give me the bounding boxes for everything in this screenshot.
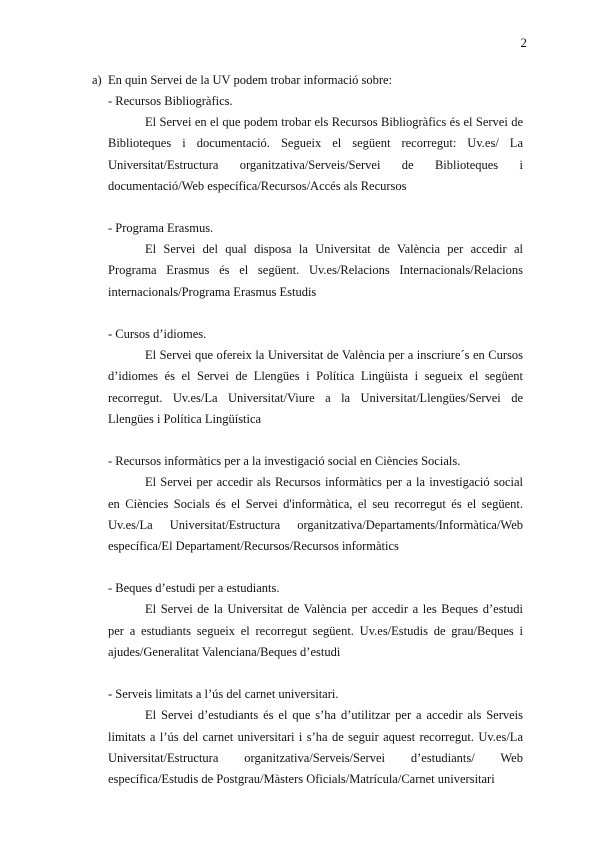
sections-list: [108, 91, 523, 812]
section-title: - Recursos Bibliogràfics.: [108, 94, 233, 108]
section-body: El Servei per accedir als Recursos informàtics per a la investigació social en Ciències Socials és el Servei d'informàtica, el seu recorregut és el següent. Uv.es/La Universitat/Estructura organitzativa/Departaments/Informàtica/Web específica/El Departament/Recursos/Recursos informàtics: [108, 475, 523, 554]
section-serveis-carnet: [108, 684, 523, 790]
section-title: - Cursos d’idiomes.: [108, 327, 207, 342]
section-recursos-bibliografics: [108, 91, 523, 197]
section-title: - Beques d’estudi per a estudiants.: [108, 581, 280, 596]
section-body: El Servei en el que podem trobar els Recursos Bibliogràfics és el Servei de Biblioteques i documentació. Segueix el següent recorregut: Uv.es/ La Universitat/Estructura organitzativa/Serveis/Servei de Biblioteques i documentació/Web específica/Recursos/Accés als Recursos: [108, 115, 523, 193]
section-title: - Serveis limitats a l’ús del carnet universitari.: [108, 687, 339, 702]
section-body: El Servei d’estudiants és el que s’ha d’utilitzar per a accedir als Serveis limitats a l’ús del carnet universitari i s’ha de seguir aquest recorregut. Uv.es/La Universitat/Estructura organitzativa/Serveis/Servei d’estudiants/ Web específica/Estudis de Postgrau/Màsters Oficials/Matrícula/Carnet universitari: [108, 708, 523, 787]
section-cursos-idiomes: [108, 324, 523, 430]
question-text: En quin Servei de la UV podem trobar informació sobre:: [108, 73, 393, 87]
section-recursos-informatics: [108, 451, 523, 557]
section-body: El Servei de la Universitat de València per accedir a les Beques d’estudi per a estudiants segueix el recorregut següent. Uv.es/Estudis de grau/Beques i ajudes/Generalitat Valenciana/Beques d’estudi: [108, 602, 523, 660]
question-marker: a): [92, 73, 102, 87]
page-number: 2: [520, 35, 527, 50]
section-programa-erasmus: [108, 218, 523, 303]
section-body: El Servei que ofereix la Universitat de València per a inscriure´s en Cursos d’idiomes és el Servei de Llengües i Política Lingüista i segueix el següent recorregut. Uv.es/La Universitat/Viure a la Universitat/Llengües/Servei de Llengües i Política Lingüística: [108, 348, 523, 426]
section-body: El Servei del qual disposa la Universitat de València per accedir al Programa Erasmus és el següent. Uv.es/Relacions Internacionals/Relacions internacionals/Programa Erasmus Estudis: [108, 242, 523, 299]
section-title: - Programa Erasmus.: [108, 221, 214, 236]
section-beques-estudi: [108, 578, 523, 663]
section-title: - Recursos informàtics per a la investigació social en Ciències Socials.: [108, 454, 461, 469]
